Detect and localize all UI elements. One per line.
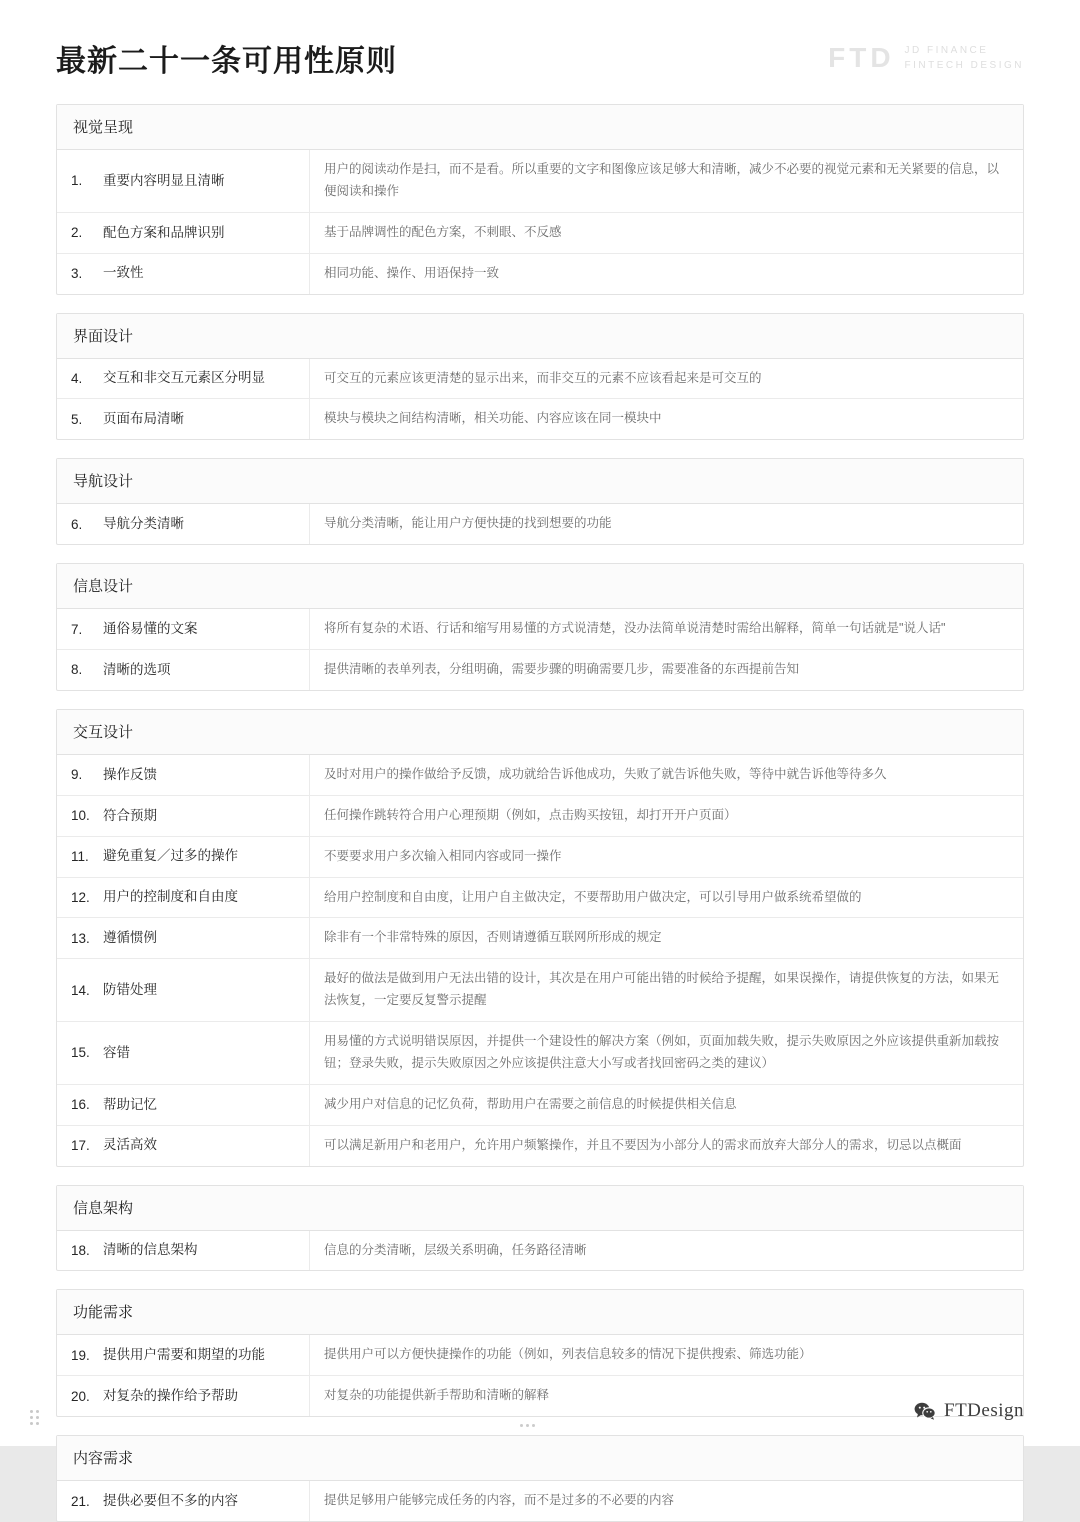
principle-name: 遵循惯例: [103, 930, 157, 946]
principle-name-cell: [57, 650, 310, 690]
principle-description-cell: [310, 213, 1023, 253]
brand-logo: [828, 44, 1024, 72]
principle-description: 信息的分类清晰，层级关系明确，任务路径清晰: [324, 1242, 587, 1257]
principle-description-cell: [310, 1231, 1023, 1271]
principle-number: 4.: [71, 370, 83, 386]
bottom-dots-decoration: [520, 1424, 536, 1428]
principle-name: 提供必要但不多的内容: [103, 1492, 238, 1508]
principle-name-cell: [57, 1231, 310, 1271]
table-row: [57, 609, 1023, 650]
principle-description: 基于品牌调性的配色方案，不刺眼、不反感: [324, 224, 562, 239]
principle-number: 15.: [71, 1045, 90, 1061]
principle-name: 避免重复／过多的操作: [103, 848, 238, 864]
principle-name: 通俗易懂的文案: [103, 620, 198, 636]
principle-name-cell: [57, 213, 310, 253]
principle-name-cell: [57, 150, 310, 212]
principle-name-cell: [57, 504, 310, 544]
principle-name-cell: [57, 1085, 310, 1125]
footer-account: [914, 1400, 1024, 1422]
principle-description-cell: [310, 837, 1023, 877]
principle-description-cell: [310, 1335, 1023, 1375]
principle-number: 21.: [71, 1493, 90, 1509]
principle-number: 9.: [71, 767, 83, 783]
table-row: [57, 918, 1023, 959]
principle-description: 用户的阅读动作是扫，而不是看。所以重要的文字和图像应该足够大和清晰，减少不必要的视觉元素和无关紧要的信息，以便阅读和操作: [324, 162, 1000, 198]
principle-number: 1.: [71, 173, 83, 189]
footer-account-name: FTDesign: [944, 1400, 1024, 1421]
principle-number: 3.: [71, 266, 83, 282]
principle-number: 8.: [71, 662, 83, 678]
table-row: [57, 359, 1023, 400]
principle-name: 导航分类清晰: [103, 516, 184, 532]
principle-number: 18.: [71, 1242, 90, 1258]
table-row: [57, 1085, 1023, 1126]
principle-name: 一致性: [103, 265, 144, 281]
principle-section: [56, 563, 1024, 691]
principle-name: 防错处理: [103, 982, 157, 997]
principle-name-cell: [57, 359, 310, 399]
table-row: [57, 650, 1023, 690]
table-row: [57, 1231, 1023, 1271]
principle-number: 16.: [71, 1097, 90, 1113]
principle-number: 6.: [71, 516, 83, 532]
table-row: [57, 1376, 1023, 1416]
principle-name: 清晰的信息架构: [103, 1242, 198, 1258]
principle-number: 14.: [71, 982, 90, 998]
section-title: 界面设计: [57, 314, 1023, 359]
principles-list: [0, 82, 1080, 1522]
principle-description-cell: [310, 755, 1023, 795]
principle-name: 清晰的选项: [103, 661, 171, 677]
table-row: [57, 1335, 1023, 1376]
principle-description: 不要要求用户多次输入相同内容或同一操作: [324, 848, 562, 863]
principle-number: 7.: [71, 621, 83, 637]
section-title: 视觉呈现: [57, 105, 1023, 150]
principle-name-cell: [57, 609, 310, 649]
brand-line-2: FINTECH DESIGN: [904, 60, 1024, 71]
brand-subtitle: [905, 45, 1024, 71]
principle-name: 配色方案和品牌识别: [103, 224, 225, 240]
principle-description-cell: [310, 1085, 1023, 1125]
principle-description: 给用户控制度和自由度，让用户自主做决定，不要帮助用户做决定，可以引导用户做系统希望做的: [324, 889, 862, 904]
principle-description-cell: [310, 1126, 1023, 1166]
principle-description: 提供清晰的表单列表，分组明确，需要步骤的明确需要几步，需要准备的东西提前告知: [324, 662, 800, 676]
principle-section: [56, 313, 1024, 441]
table-row: [57, 837, 1023, 878]
principle-name: 符合预期: [103, 807, 157, 823]
principle-description-cell: [310, 650, 1023, 690]
section-title: 信息设计: [57, 564, 1023, 609]
principle-name: 用户的控制度和自由度: [103, 889, 238, 905]
table-row: [57, 213, 1023, 254]
principle-number: 10.: [71, 808, 90, 824]
section-title: 交互设计: [57, 710, 1023, 755]
principle-description: 提供足够用户能够完成任务的内容，而不是过多的不必要的内容: [324, 1493, 675, 1508]
principle-section: [56, 709, 1024, 1167]
principle-number: 13.: [71, 930, 90, 946]
principle-number: 20.: [71, 1388, 90, 1404]
wechat-icon: [914, 1402, 936, 1420]
principle-description-cell: [310, 150, 1023, 212]
corner-dots-decoration: [30, 1410, 44, 1426]
principle-description: 用易懂的方式说明错误原因，并提供一个建设性的解决方案（例如，页面加载失败，提示失败原因之外应该提供重新加载按钮；登录失败，提示失败原因之外应该提供注意大小写或者找回密码之类的建议）: [324, 1034, 1000, 1070]
principle-description: 相同功能、操作、用语保持一致: [324, 265, 500, 280]
document-header: [0, 0, 1080, 82]
principle-description-cell: [310, 359, 1023, 399]
principle-name: 对复杂的操作给予帮助: [103, 1388, 238, 1404]
principle-description-cell: [310, 1481, 1023, 1521]
principle-number: 12.: [71, 889, 90, 905]
principle-description-cell: [310, 918, 1023, 958]
principle-description: 可交互的元素应该更清楚的显示出来，而非交互的元素不应该看起来是可交互的: [324, 370, 762, 385]
principle-name-cell: [57, 1022, 310, 1084]
principle-description: 模块与模块之间结构清晰，相关功能、内容应该在同一模块中: [324, 411, 662, 426]
principle-section: [56, 458, 1024, 545]
principle-description-cell: [310, 254, 1023, 294]
principle-description: 最好的做法是做到用户无法出错的设计，其次是在用户可能出错的时候给予提醒，如果误操作，请提供恢复的方法，如果无法恢复，一定要反复警示提醒: [324, 971, 1000, 1008]
principle-name-cell: [57, 918, 310, 958]
principle-name-cell: [57, 959, 310, 1021]
brand-mark: FTD: [828, 42, 895, 73]
principle-number: 11.: [71, 849, 89, 865]
principle-description: 任何操作跳转符合用户心理预期（例如，点击购买按钮，却打开开户页面）: [324, 807, 737, 822]
principle-name-cell: [57, 755, 310, 795]
principle-name-cell: [57, 1126, 310, 1166]
principle-name-cell: [57, 1376, 310, 1416]
table-row: [57, 959, 1023, 1022]
principle-name-cell: [57, 1481, 310, 1521]
principle-number: 2.: [71, 225, 83, 241]
principle-name: 帮助记忆: [103, 1096, 157, 1112]
section-title: 功能需求: [57, 1290, 1023, 1335]
principle-section: [56, 104, 1024, 295]
principle-name-cell: [57, 399, 310, 439]
table-row: [57, 1481, 1023, 1521]
principle-number: 5.: [71, 411, 83, 427]
principle-name: 页面布局清晰: [103, 411, 184, 427]
principle-description-cell: [310, 959, 1023, 1021]
table-row: [57, 1126, 1023, 1166]
principle-name-cell: [57, 878, 310, 918]
principle-name: 灵活高效: [103, 1137, 157, 1153]
principle-description: 提供用户可以方便快捷操作的功能（例如，列表信息较多的情况下提供搜索、筛选功能）: [324, 1347, 812, 1362]
brand-line-1: JD FINANCE: [904, 45, 989, 56]
table-row: [57, 755, 1023, 796]
principle-name: 容错: [103, 1044, 130, 1060]
section-title: 导航设计: [57, 459, 1023, 504]
principle-description-cell: [310, 796, 1023, 836]
principle-description-cell: [310, 399, 1023, 439]
principle-description: 及时对用户的操作做给予反馈，成功就给告诉他成功，失败了就告诉他失败，等待中就告诉他等待多久: [324, 766, 887, 781]
principle-section: [56, 1435, 1024, 1522]
table-row: [57, 504, 1023, 544]
principle-name: 交互和非交互元素区分明显: [103, 370, 265, 386]
principle-name-cell: [57, 796, 310, 836]
principle-name-cell: [57, 837, 310, 877]
principle-description-cell: [310, 609, 1023, 649]
table-row: [57, 878, 1023, 919]
principle-name: 提供用户需要和期望的功能: [103, 1347, 265, 1363]
principle-name: 操作反馈: [103, 766, 157, 782]
table-row: [57, 796, 1023, 837]
principle-description: 减少用户对信息的记忆负荷，帮助用户在需要之前信息的时候提供相关信息: [324, 1096, 737, 1111]
principle-name-cell: [57, 1335, 310, 1375]
principle-description: 导航分类清晰，能让用户方便快捷的找到想要的功能: [324, 516, 612, 531]
page-title: 最新二十一条可用性原则: [56, 45, 397, 78]
principle-description: 可以满足新用户和老用户，允许用户频繁操作，并且不要因为小部分人的需求而放弃大部分人的需求，切忌以点概面: [324, 1137, 962, 1152]
principle-description-cell: [310, 504, 1023, 544]
table-row: [57, 1022, 1023, 1085]
section-title: 信息架构: [57, 1186, 1023, 1231]
principle-number: 17.: [71, 1138, 90, 1154]
principle-description-cell: [310, 878, 1023, 918]
table-row: [57, 150, 1023, 213]
principle-name-cell: [57, 254, 310, 294]
principle-section: [56, 1185, 1024, 1272]
table-row: [57, 254, 1023, 294]
principle-description-cell: [310, 1022, 1023, 1084]
principle-description: 除非有一个非常特殊的原因，否则请遵循互联网所形成的规定: [324, 930, 662, 945]
principle-name: 重要内容明显且清晰: [103, 172, 225, 188]
principle-description: 对复杂的功能提供新手帮助和清晰的解释: [324, 1388, 550, 1403]
principle-description: 将所有复杂的术语、行话和缩写用易懂的方式说清楚，没办法简单说清楚时需给出解释，简单一句话就是"说人话": [324, 621, 946, 636]
principle-number: 19.: [71, 1347, 90, 1363]
principle-section: [56, 1289, 1024, 1417]
section-title: 内容需求: [57, 1436, 1023, 1481]
table-row: [57, 399, 1023, 439]
